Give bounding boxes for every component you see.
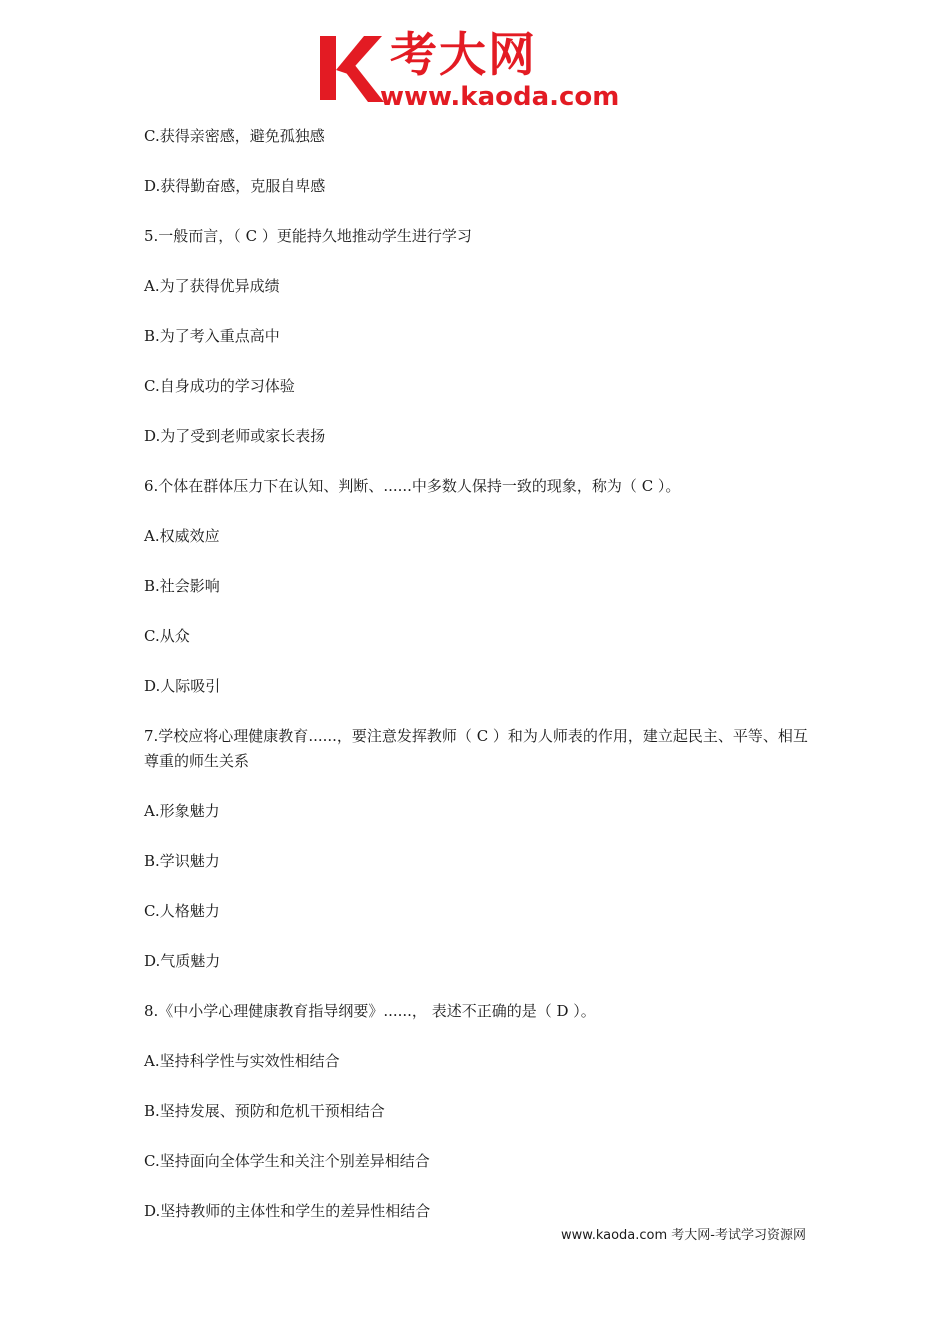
kaoda-logo [318,28,648,112]
question-8: 8.《中小学心理健康教育指导纲要》......， 表述不正确的是（ D ）。 [144,1002,596,1020]
answer-option: B.为了考入重点高中 [144,327,280,345]
answer-option: B.社会影响 [144,577,220,595]
answer-option: A.为了获得优异成绩 [144,277,280,295]
answer-option: B.坚持发展、预防和危机干预相结合 [144,1102,385,1120]
answer-option: D.获得勤奋感，克服自卑感 [144,177,326,195]
answer-option: C.从众 [144,627,190,645]
question-5: 5.一般而言，（ C ）更能持久地推动学生进行学习 [144,227,472,245]
question-6: 6.个体在群体压力下在认知、判断、......中多数人保持一致的现象，称为（ C ）。 [144,477,681,495]
answer-option: D.气质魅力 [144,952,221,970]
answer-option: C.人格魅力 [144,902,220,920]
logo-chinese-text: 考大网 [390,28,537,83]
answer-option: C.自身成功的学习体验 [144,377,295,395]
document-body [144,124,814,1249]
answer-option: B.学识魅力 [144,852,220,870]
answer-option: A.权威效应 [144,527,220,545]
logo-url-text: www.kaoda.com [380,82,620,112]
answer-option: A.坚持科学性与实效性相结合 [144,1052,340,1070]
answer-option: D.人际吸引 [144,677,221,695]
answer-option: A.形象魅力 [144,802,220,820]
answer-option: D.为了受到老师或家长表扬 [144,427,326,445]
k-logo-icon [318,30,386,106]
page-footer: www.kaoda.com 考大网-考试学习资源网 [561,1228,806,1243]
answer-option: D.坚持教师的主体性和学生的差异性相结合 [144,1202,431,1220]
answer-option: C.获得亲密感，避免孤独感 [144,127,325,145]
answer-option: C.坚持面向全体学生和关注个别差异相结合 [144,1152,430,1170]
question-7: 7.学校应将心理健康教育......，要注意发挥教师（ C ）和为人师表的作用，建立起民主、平等、相互尊重的师生关系 [144,727,808,770]
